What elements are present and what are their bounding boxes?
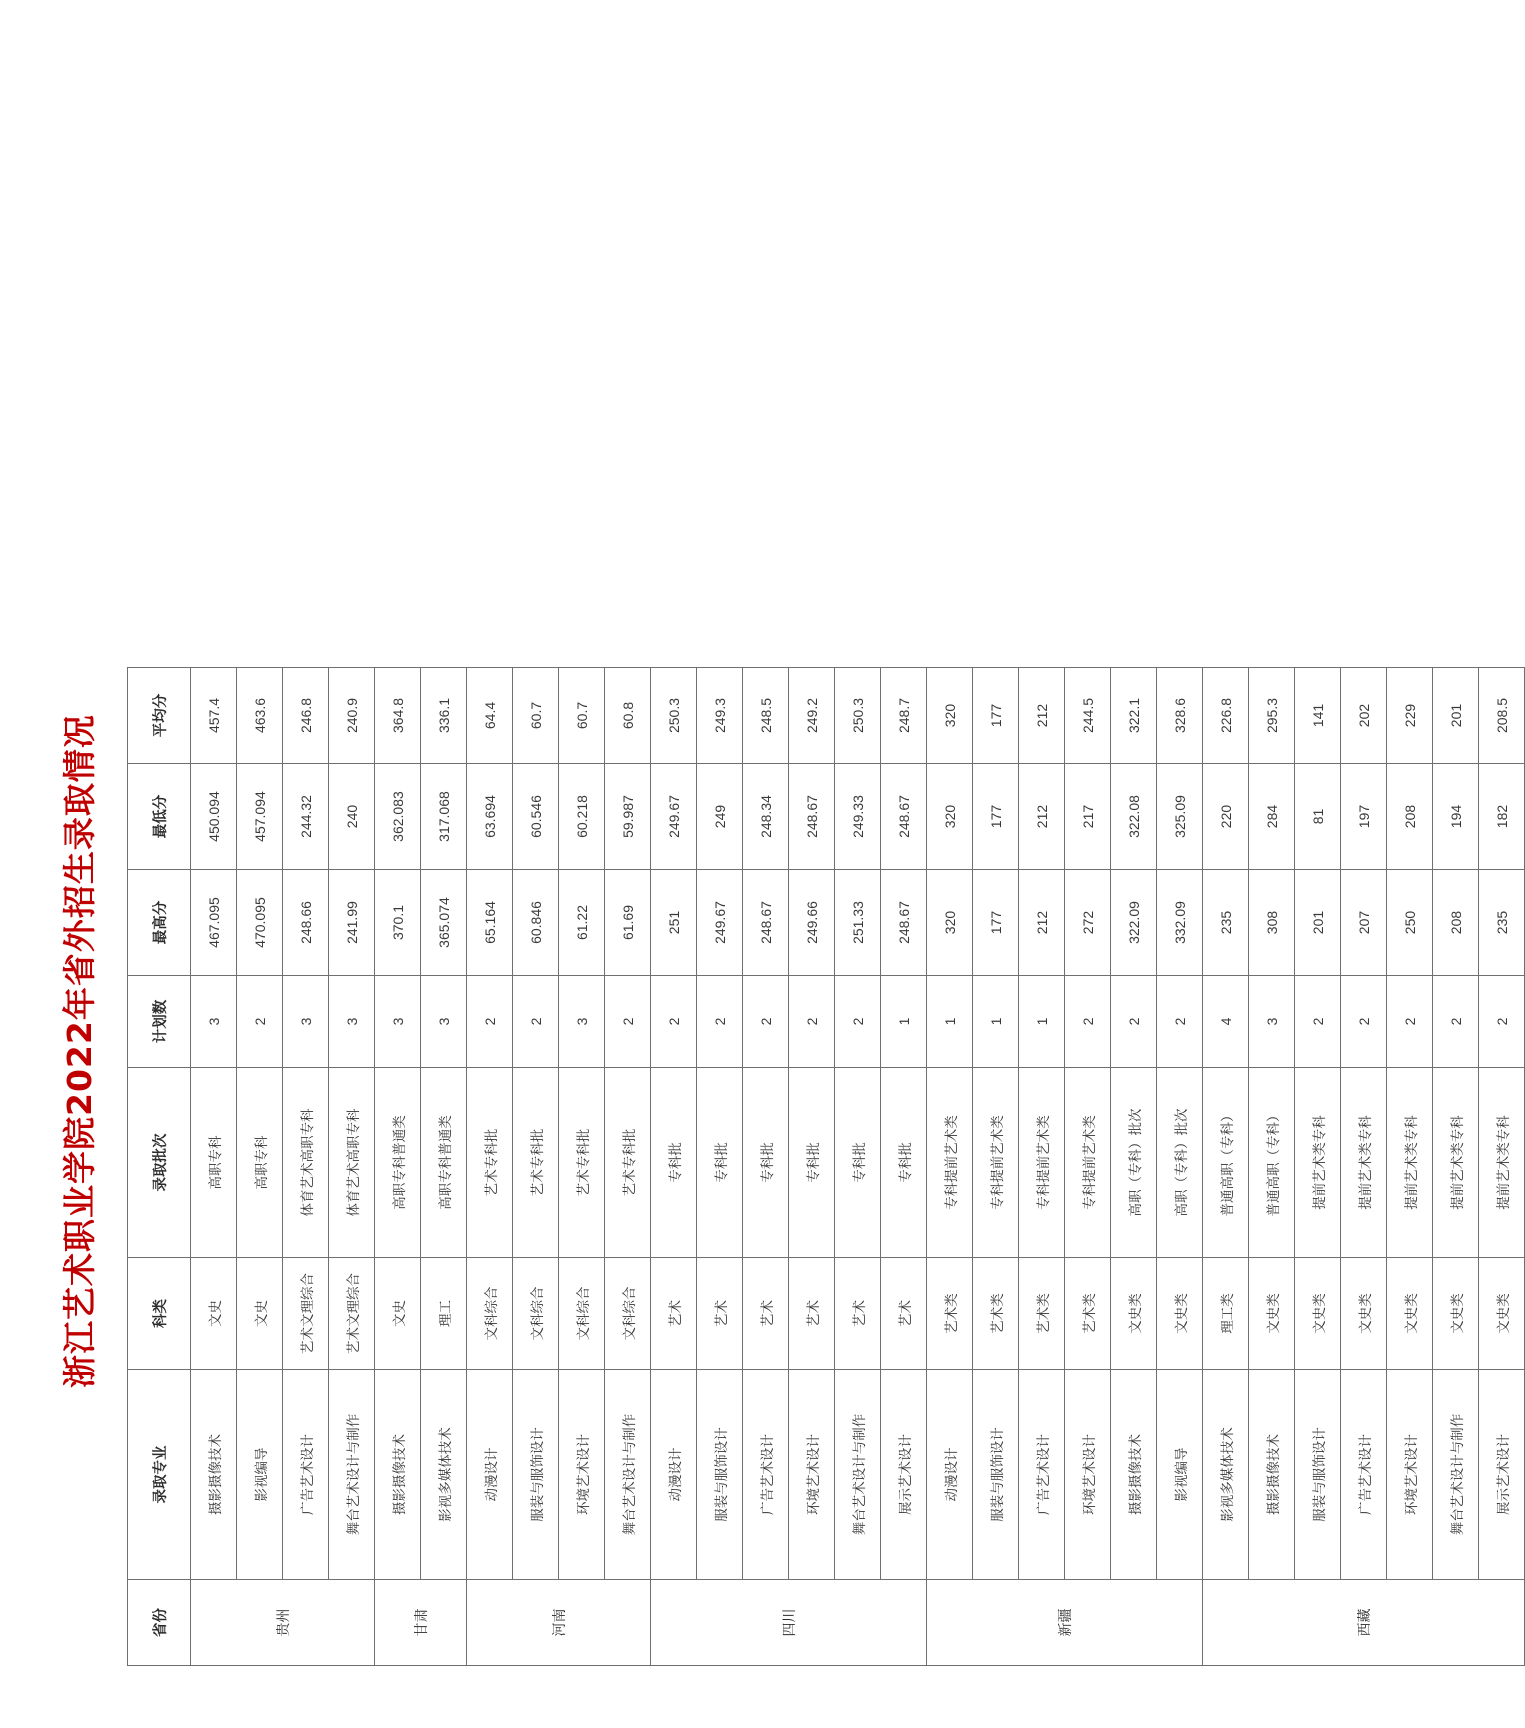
plan-count-cell: 3 (421, 976, 467, 1068)
column-header-plan: 计划数 (128, 976, 191, 1068)
table-row (375, 668, 421, 1666)
highest-score-cell: 365.074 (421, 870, 467, 976)
lowest-score-cell: 317.068 (421, 764, 467, 870)
batch-cell: 提前艺术类专科 (1387, 1068, 1433, 1258)
batch-cell: 高职专科 (191, 1068, 237, 1258)
batch-cell: 提前艺术类专科 (1295, 1068, 1341, 1258)
batch-cell: 专科批 (651, 1068, 697, 1258)
category-cell: 艺术 (697, 1258, 743, 1370)
table-row (927, 668, 973, 1666)
average-score-cell: 322.1 (1111, 668, 1157, 764)
table-row (467, 668, 513, 1666)
lowest-score-cell: 249 (697, 764, 743, 870)
plan-count-cell: 3 (559, 976, 605, 1068)
plan-count-cell: 2 (1341, 976, 1387, 1068)
highest-score-cell: 65.164 (467, 870, 513, 976)
lowest-score-cell: 60.546 (513, 764, 559, 870)
average-score-cell: 336.1 (421, 668, 467, 764)
column-header-lowest: 最低分 (128, 764, 191, 870)
category-cell: 文史 (375, 1258, 421, 1370)
average-score-cell: 248.7 (881, 668, 927, 764)
column-header-highest: 最高分 (128, 870, 191, 976)
major-cell: 动漫设计 (927, 1370, 973, 1580)
highest-score-cell: 467.095 (191, 870, 237, 976)
major-cell: 摄影摄像技术 (1249, 1370, 1295, 1580)
category-cell: 艺术文理综合 (283, 1258, 329, 1370)
major-cell: 环境艺术设计 (1387, 1370, 1433, 1580)
highest-score-cell: 235 (1203, 870, 1249, 976)
plan-count-cell: 1 (927, 976, 973, 1068)
admission-results-table (127, 667, 1525, 1666)
table-row (973, 668, 1019, 1666)
lowest-score-cell: 177 (973, 764, 1019, 870)
batch-cell: 体育艺术高职专科 (283, 1068, 329, 1258)
table-row (1341, 668, 1387, 1666)
table-row (1019, 668, 1065, 1666)
average-score-cell: 240.9 (329, 668, 375, 764)
lowest-score-cell: 284 (1249, 764, 1295, 870)
plan-count-cell: 3 (191, 976, 237, 1068)
province-cell: 贵州 (191, 1580, 375, 1666)
category-cell: 艺术 (881, 1258, 927, 1370)
highest-score-cell: 248.67 (881, 870, 927, 976)
average-score-cell: 202 (1341, 668, 1387, 764)
lowest-score-cell: 194 (1433, 764, 1479, 870)
batch-cell: 专科批 (697, 1068, 743, 1258)
major-cell: 影视多媒体技术 (1203, 1370, 1249, 1580)
plan-count-cell: 2 (743, 976, 789, 1068)
category-cell: 文史类 (1341, 1258, 1387, 1370)
major-cell: 环境艺术设计 (789, 1370, 835, 1580)
category-cell: 艺术 (789, 1258, 835, 1370)
category-cell: 文科综合 (559, 1258, 605, 1370)
major-cell: 舞台艺术设计与制作 (1433, 1370, 1479, 1580)
major-cell: 影视编导 (1157, 1370, 1203, 1580)
province-cell: 西藏 (1203, 1580, 1525, 1666)
table-row (881, 668, 927, 1666)
table-row (1479, 668, 1525, 1666)
major-cell: 摄影摄像技术 (191, 1370, 237, 1580)
highest-score-cell: 177 (973, 870, 1019, 976)
page-title: 浙江艺术职业学院2022年省外招生录取情况 (60, 714, 99, 1388)
lowest-score-cell: 60.218 (559, 764, 605, 870)
average-score-cell: 248.5 (743, 668, 789, 764)
province-cell: 新疆 (927, 1580, 1203, 1666)
column-header-major: 录取专业 (128, 1370, 191, 1580)
batch-cell: 普通高职（专科） (1249, 1068, 1295, 1258)
table-row (651, 668, 697, 1666)
average-score-cell: 212 (1019, 668, 1065, 764)
highest-score-cell: 241.99 (329, 870, 375, 976)
batch-cell: 高职专科普通类 (375, 1068, 421, 1258)
plan-count-cell: 2 (1387, 976, 1433, 1068)
average-score-cell: 328.6 (1157, 668, 1203, 764)
table-row (1111, 668, 1157, 1666)
plan-count-cell: 2 (1065, 976, 1111, 1068)
category-cell: 文史类 (1295, 1258, 1341, 1370)
plan-count-cell: 4 (1203, 976, 1249, 1068)
table-row (191, 668, 237, 1666)
lowest-score-cell: 362.083 (375, 764, 421, 870)
batch-cell: 艺术专科批 (605, 1068, 651, 1258)
average-score-cell: 226.8 (1203, 668, 1249, 764)
major-cell: 影视编导 (237, 1370, 283, 1580)
highest-score-cell: 308 (1249, 870, 1295, 976)
category-cell: 文科综合 (605, 1258, 651, 1370)
lowest-score-cell: 63.694 (467, 764, 513, 870)
average-score-cell: 320 (927, 668, 973, 764)
batch-cell: 高职专科 (237, 1068, 283, 1258)
plan-count-cell: 2 (237, 976, 283, 1068)
table-row (513, 668, 559, 1666)
table-row (1157, 668, 1203, 1666)
highest-score-cell: 249.67 (697, 870, 743, 976)
average-score-cell: 295.3 (1249, 668, 1295, 764)
highest-score-cell: 248.67 (743, 870, 789, 976)
batch-cell: 专科批 (881, 1068, 927, 1258)
average-score-cell: 457.4 (191, 668, 237, 764)
average-score-cell: 201 (1433, 668, 1479, 764)
category-cell: 艺术类 (1065, 1258, 1111, 1370)
batch-cell: 艺术专科批 (513, 1068, 559, 1258)
major-cell: 广告艺术设计 (1019, 1370, 1065, 1580)
highest-score-cell: 201 (1295, 870, 1341, 976)
average-score-cell: 177 (973, 668, 1019, 764)
average-score-cell: 208.5 (1479, 668, 1525, 764)
major-cell: 环境艺术设计 (559, 1370, 605, 1580)
average-score-cell: 244.5 (1065, 668, 1111, 764)
table-row (1387, 668, 1433, 1666)
province-cell: 甘肃 (375, 1580, 467, 1666)
lowest-score-cell: 450.094 (191, 764, 237, 870)
plan-count-cell: 1 (973, 976, 1019, 1068)
category-cell: 文史 (237, 1258, 283, 1370)
average-score-cell: 64.4 (467, 668, 513, 764)
batch-cell: 专科提前艺术类 (973, 1068, 1019, 1258)
average-score-cell: 60.8 (605, 668, 651, 764)
highest-score-cell: 320 (927, 870, 973, 976)
highest-score-cell: 235 (1479, 870, 1525, 976)
major-cell: 服装与服饰设计 (973, 1370, 1019, 1580)
batch-cell: 艺术专科批 (559, 1068, 605, 1258)
province-cell: 四川 (651, 1580, 927, 1666)
batch-cell: 高职专科普通类 (421, 1068, 467, 1258)
average-score-cell: 250.3 (651, 668, 697, 764)
table-header (128, 668, 191, 1666)
plan-count-cell: 2 (513, 976, 559, 1068)
batch-cell: 高职（专科）批次 (1111, 1068, 1157, 1258)
average-score-cell: 60.7 (513, 668, 559, 764)
lowest-score-cell: 325.09 (1157, 764, 1203, 870)
category-cell: 艺术 (835, 1258, 881, 1370)
table-row (237, 668, 283, 1666)
plan-count-cell: 1 (881, 976, 927, 1068)
highest-score-cell: 251 (651, 870, 697, 976)
batch-cell: 提前艺术类专科 (1341, 1068, 1387, 1258)
major-cell: 影视多媒体技术 (421, 1370, 467, 1580)
highest-score-cell: 272 (1065, 870, 1111, 976)
major-cell: 摄影摄像技术 (375, 1370, 421, 1580)
batch-cell: 艺术专科批 (467, 1068, 513, 1258)
category-cell: 文史类 (1479, 1258, 1525, 1370)
plan-count-cell: 3 (283, 976, 329, 1068)
lowest-score-cell: 248.67 (789, 764, 835, 870)
plan-count-cell: 2 (651, 976, 697, 1068)
batch-cell: 高职（专科）批次 (1157, 1068, 1203, 1258)
table-row (743, 668, 789, 1666)
batch-cell: 普通高职（专科） (1203, 1068, 1249, 1258)
table-row (605, 668, 651, 1666)
major-cell: 广告艺术设计 (283, 1370, 329, 1580)
category-cell: 艺术类 (1019, 1258, 1065, 1370)
table-row (559, 668, 605, 1666)
lowest-score-cell: 81 (1295, 764, 1341, 870)
category-cell: 艺术类 (927, 1258, 973, 1370)
highest-score-cell: 212 (1019, 870, 1065, 976)
lowest-score-cell: 212 (1019, 764, 1065, 870)
major-cell: 展示艺术设计 (1479, 1370, 1525, 1580)
average-score-cell: 463.6 (237, 668, 283, 764)
category-cell: 文史 (191, 1258, 237, 1370)
highest-score-cell: 250 (1387, 870, 1433, 976)
category-cell: 艺术 (743, 1258, 789, 1370)
plan-count-cell: 2 (1433, 976, 1479, 1068)
category-cell: 文科综合 (513, 1258, 559, 1370)
plan-count-cell: 2 (1111, 976, 1157, 1068)
major-cell: 广告艺术设计 (743, 1370, 789, 1580)
category-cell: 文史类 (1157, 1258, 1203, 1370)
lowest-score-cell: 457.094 (237, 764, 283, 870)
batch-cell: 提前艺术类专科 (1433, 1068, 1479, 1258)
highest-score-cell: 370.1 (375, 870, 421, 976)
plan-count-cell: 3 (329, 976, 375, 1068)
highest-score-cell: 470.095 (237, 870, 283, 976)
lowest-score-cell: 249.67 (651, 764, 697, 870)
category-cell: 文史类 (1387, 1258, 1433, 1370)
table-body (191, 668, 1525, 1666)
major-cell: 服装与服饰设计 (697, 1370, 743, 1580)
major-cell: 舞台艺术设计与制作 (835, 1370, 881, 1580)
highest-score-cell: 61.22 (559, 870, 605, 976)
major-cell: 展示艺术设计 (881, 1370, 927, 1580)
highest-score-cell: 207 (1341, 870, 1387, 976)
average-score-cell: 60.7 (559, 668, 605, 764)
lowest-score-cell: 322.08 (1111, 764, 1157, 870)
lowest-score-cell: 197 (1341, 764, 1387, 870)
batch-cell: 专科提前艺术类 (927, 1068, 973, 1258)
major-cell: 环境艺术设计 (1065, 1370, 1111, 1580)
category-cell: 理工类 (1203, 1258, 1249, 1370)
major-cell: 摄影摄像技术 (1111, 1370, 1157, 1580)
plan-count-cell: 2 (1157, 976, 1203, 1068)
category-cell: 艺术类 (973, 1258, 1019, 1370)
plan-count-cell: 3 (375, 976, 421, 1068)
table-row (329, 668, 375, 1666)
average-score-cell: 250.3 (835, 668, 881, 764)
highest-score-cell: 60.846 (513, 870, 559, 976)
table-row (1065, 668, 1111, 1666)
plan-count-cell: 1 (1019, 976, 1065, 1068)
category-cell: 文史类 (1433, 1258, 1479, 1370)
table-row (697, 668, 743, 1666)
category-cell: 文史类 (1249, 1258, 1295, 1370)
lowest-score-cell: 248.67 (881, 764, 927, 870)
column-header-category: 科类 (128, 1258, 191, 1370)
highest-score-cell: 251.33 (835, 870, 881, 976)
plan-count-cell: 2 (1295, 976, 1341, 1068)
category-cell: 理工 (421, 1258, 467, 1370)
lowest-score-cell: 182 (1479, 764, 1525, 870)
average-score-cell: 364.8 (375, 668, 421, 764)
major-cell: 舞台艺术设计与制作 (329, 1370, 375, 1580)
major-cell: 动漫设计 (467, 1370, 513, 1580)
lowest-score-cell: 208 (1387, 764, 1433, 870)
lowest-score-cell: 249.33 (835, 764, 881, 870)
table-row (1433, 668, 1479, 1666)
average-score-cell: 249.3 (697, 668, 743, 764)
plan-count-cell: 3 (1249, 976, 1295, 1068)
average-score-cell: 229 (1387, 668, 1433, 764)
table-row (283, 668, 329, 1666)
plan-count-cell: 2 (835, 976, 881, 1068)
highest-score-cell: 61.69 (605, 870, 651, 976)
table-row (1249, 668, 1295, 1666)
major-cell: 广告艺术设计 (1341, 1370, 1387, 1580)
major-cell: 服装与服饰设计 (1295, 1370, 1341, 1580)
average-score-cell: 249.2 (789, 668, 835, 764)
lowest-score-cell: 248.34 (743, 764, 789, 870)
batch-cell: 专科批 (743, 1068, 789, 1258)
table-row (789, 668, 835, 1666)
batch-cell: 专科批 (789, 1068, 835, 1258)
column-header-province: 省份 (128, 1580, 191, 1666)
major-cell: 服装与服饰设计 (513, 1370, 559, 1580)
column-header-average: 平均分 (128, 668, 191, 764)
province-cell: 河南 (467, 1580, 651, 1666)
table-header-row (128, 668, 191, 1666)
category-cell: 文史类 (1111, 1258, 1157, 1370)
lowest-score-cell: 320 (927, 764, 973, 870)
category-cell: 文科综合 (467, 1258, 513, 1370)
major-cell: 动漫设计 (651, 1370, 697, 1580)
highest-score-cell: 332.09 (1157, 870, 1203, 976)
plan-count-cell: 2 (697, 976, 743, 1068)
plan-count-cell: 2 (789, 976, 835, 1068)
plan-count-cell: 2 (605, 976, 651, 1068)
highest-score-cell: 208 (1433, 870, 1479, 976)
table-row (421, 668, 467, 1666)
plan-count-cell: 2 (467, 976, 513, 1068)
batch-cell: 体育艺术高职专科 (329, 1068, 375, 1258)
highest-score-cell: 249.66 (789, 870, 835, 976)
lowest-score-cell: 244.32 (283, 764, 329, 870)
table-row (835, 668, 881, 1666)
category-cell: 艺术 (651, 1258, 697, 1370)
batch-cell: 专科提前艺术类 (1065, 1068, 1111, 1258)
lowest-score-cell: 220 (1203, 764, 1249, 870)
column-header-batch: 录取批次 (128, 1068, 191, 1258)
lowest-score-cell: 240 (329, 764, 375, 870)
table-row (1203, 668, 1249, 1666)
batch-cell: 提前艺术类专科 (1479, 1068, 1525, 1258)
category-cell: 艺术文理综合 (329, 1258, 375, 1370)
table-row (1295, 668, 1341, 1666)
lowest-score-cell: 59.987 (605, 764, 651, 870)
average-score-cell: 246.8 (283, 668, 329, 764)
plan-count-cell: 2 (1479, 976, 1525, 1068)
average-score-cell: 141 (1295, 668, 1341, 764)
highest-score-cell: 248.66 (283, 870, 329, 976)
major-cell: 舞台艺术设计与制作 (605, 1370, 651, 1580)
highest-score-cell: 322.09 (1111, 870, 1157, 976)
batch-cell: 专科提前艺术类 (1019, 1068, 1065, 1258)
lowest-score-cell: 217 (1065, 764, 1111, 870)
batch-cell: 专科批 (835, 1068, 881, 1258)
